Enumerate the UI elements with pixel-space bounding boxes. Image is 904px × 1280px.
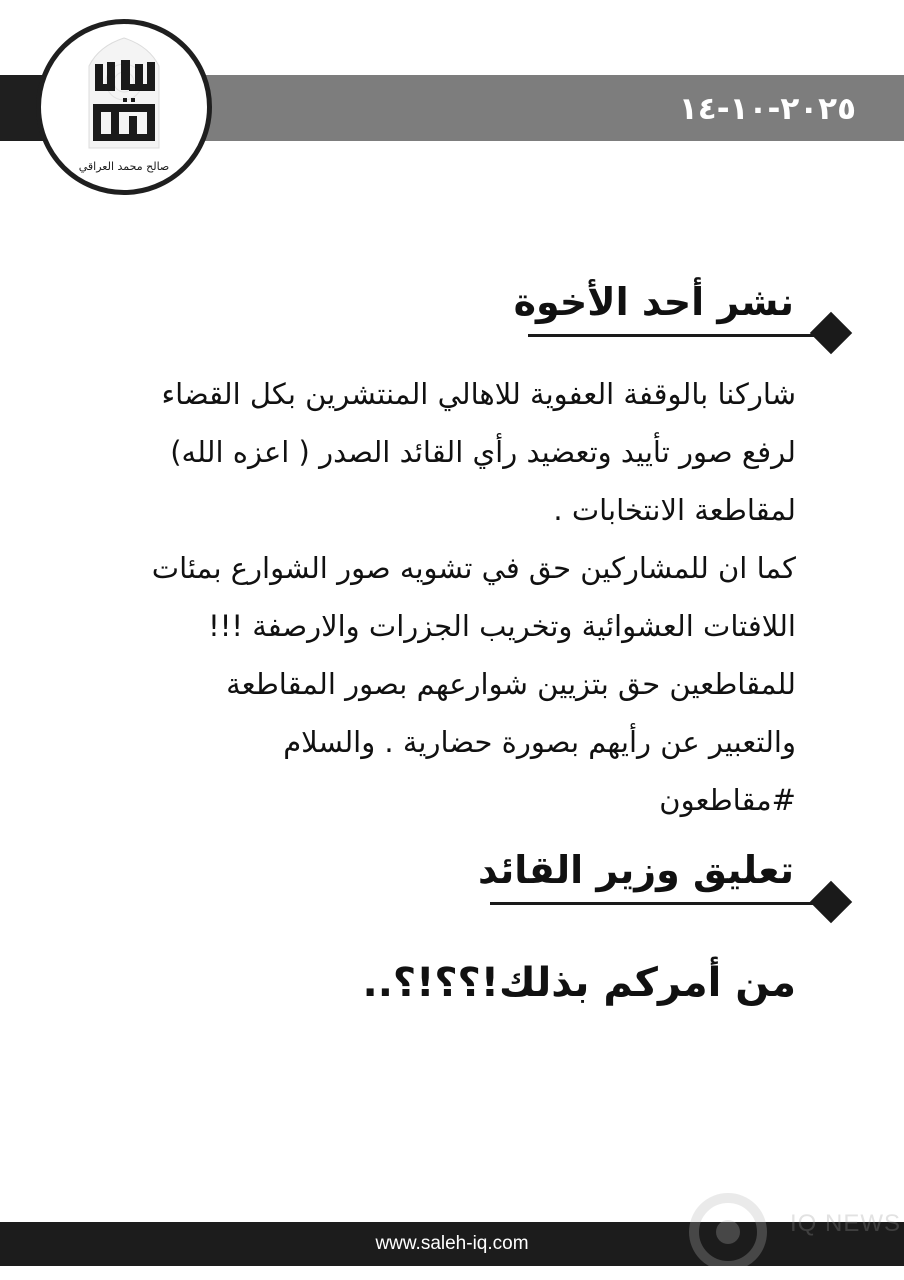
post-line: للمقاطعين حق بتزيين شوارعهم بصور المقاطعة	[226, 667, 796, 701]
post-section-title: نشر أحد الأخوة	[513, 280, 794, 324]
post-line: اللافتات العشوائية وتخريب الجزرات والارصفة !!!	[208, 609, 796, 643]
post-line: لمقاطعة الانتخابات .	[553, 493, 796, 527]
post-line: لرفع صور تأييد وتعضيد رأي القائد الصدر ( اعزه الله)	[170, 435, 796, 469]
post-title-diamond-icon	[810, 312, 852, 354]
comment-text: من أمركم بذلك!؟؟!؟..	[362, 960, 796, 1006]
post-line: والتعبير عن رأيهم بصورة حضارية . والسلام	[283, 725, 796, 759]
footer-url-link[interactable]: www.saleh-iq.com	[375, 1233, 529, 1254]
logo	[36, 19, 212, 195]
comment-title-diamond-icon	[810, 881, 852, 923]
watermark-text: IQ NEWS	[790, 1210, 902, 1237]
watermark	[680, 1190, 900, 1266]
post-line: كما ان للمشاركين حق في تشويه صور الشوارع بمئات	[151, 551, 796, 585]
comment-title-underline	[490, 902, 832, 905]
post-body	[78, 365, 796, 829]
post-line: شاركنا بالوقفة العفوية للاهالي المنتشرين بكل القضاء	[161, 377, 796, 411]
logo-subtitle: صالح محمد العراقي	[78, 160, 170, 173]
post-title-underline	[528, 334, 832, 337]
comment-section-title: تعليق وزير القائد	[478, 848, 794, 892]
date-label: ٢٠٢٥-١٠-١٤	[678, 91, 856, 127]
watermark-logo-icon	[680, 1190, 790, 1266]
post-hashtag: #مقاطعون	[659, 783, 796, 817]
